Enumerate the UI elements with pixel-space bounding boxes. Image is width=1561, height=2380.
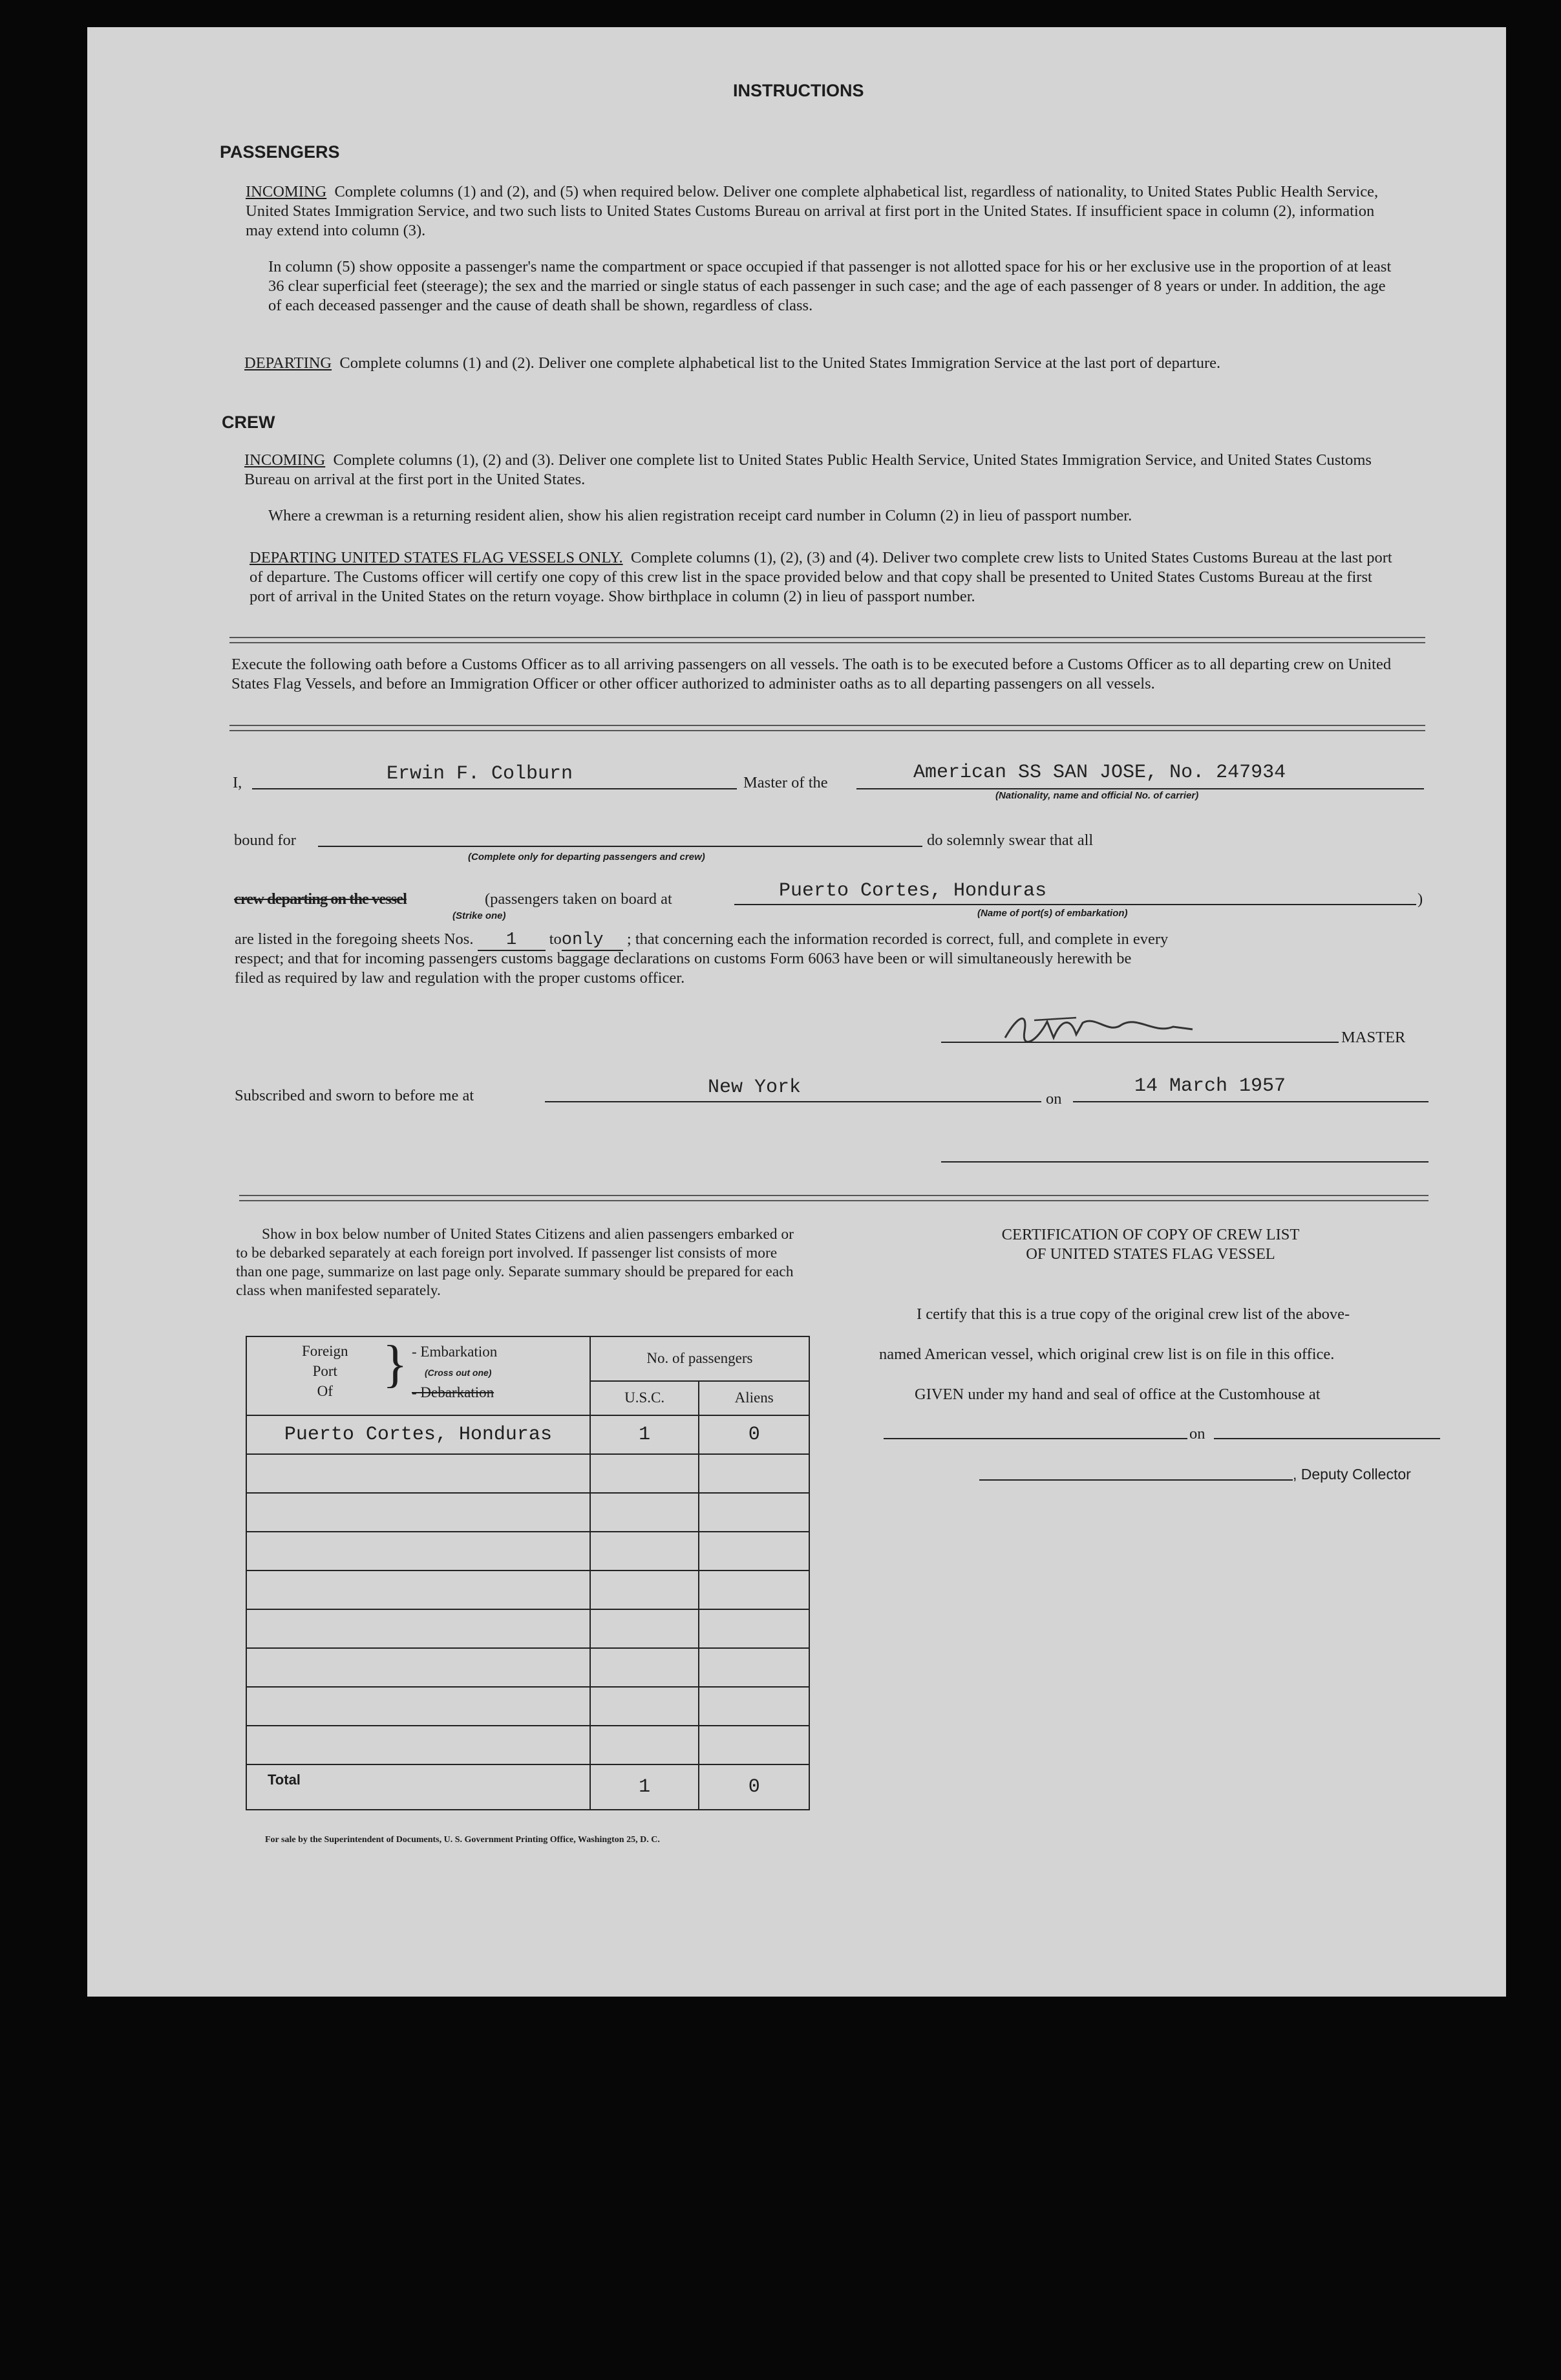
hdr-debarkation — [412, 1384, 494, 1401]
row-aliens — [699, 1726, 809, 1764]
hdr-foreign: Foreign — [302, 1343, 348, 1359]
table-row — [246, 1687, 809, 1726]
sworn-date-value: 14 March 1957 — [1134, 1075, 1286, 1097]
bound-for-label: bound for — [234, 831, 296, 849]
row-port — [246, 1687, 590, 1726]
row-usc — [590, 1454, 699, 1493]
row-usc: 1 — [590, 1415, 699, 1454]
no-passengers-header: No. of passengers — [590, 1336, 809, 1381]
sheet-from-value: 1 — [478, 930, 546, 951]
crew-incoming-paragraph — [244, 451, 1393, 489]
certification-text-3: GIVEN under my hand and seal of office at the Customhouse at — [915, 1386, 1321, 1403]
strike-one-group — [234, 890, 407, 909]
embark-port-line — [734, 904, 1416, 905]
total-row — [246, 1764, 809, 1810]
row-aliens — [699, 1648, 809, 1687]
bound-for-line — [318, 846, 922, 847]
row-usc — [590, 1493, 699, 1532]
embark-port-value: Puerto Cortes, Honduras — [779, 880, 1047, 902]
sworn-place-line — [545, 1101, 1041, 1102]
row-usc — [590, 1532, 699, 1571]
vessel-caption: (Nationality, name and official No. of carrier) — [995, 790, 1199, 801]
listed-text-1: ; that concerning each the information recorded is correct, full, and complete in every — [626, 930, 1169, 948]
crew-alien-paragraph: Where a crewman is a returning resident alien, show his alien registration receipt card number in Column (2) in lieu of passport number. — [268, 507, 1132, 524]
passengers-taken-label: (passengers taken on board at — [485, 890, 672, 908]
gpo-footer: For sale by the Superintendent of Documents, U. S. Government Printing Office, Washington 25, D. C. — [265, 1835, 660, 1845]
row-port — [246, 1571, 590, 1609]
embark-caption: (Name of port(s) of embarkation) — [977, 908, 1128, 919]
table-row — [246, 1648, 809, 1687]
row-port: Puerto Cortes, Honduras — [246, 1415, 590, 1454]
passengers-incoming-text: Complete columns (1) and (2), and (5) when required below. Deliver one complete alphabetical list, regardless of nationality, to United States Public Health Service, United States Immigration Service, and two such lists to United States Customs Bureau on arrival at first port in the United States. If insufficient space in column (2), information may extend into column (3). — [246, 183, 1379, 239]
aliens-header: Aliens — [699, 1381, 809, 1415]
row-aliens — [699, 1687, 809, 1726]
vessel-value: American SS SAN JOSE, No. 247934 — [913, 762, 1286, 784]
instructions-title: INSTRUCTIONS — [733, 81, 864, 100]
double-rule — [229, 637, 1425, 643]
certification-title — [879, 1225, 1422, 1264]
passengers-heading: PASSENGERS — [220, 142, 340, 162]
listed-line-1 — [235, 930, 1418, 951]
row-aliens: 0 — [699, 1415, 809, 1454]
listed-line-2: respect; and that for incoming passengers customs baggage declarations on customs Form 6063 have been or will simultaneously herewith be — [235, 950, 1132, 967]
foreign-port-header — [246, 1336, 590, 1415]
row-aliens — [699, 1454, 809, 1493]
row-port — [246, 1726, 590, 1764]
double-rule — [229, 725, 1425, 731]
certification-date-line — [1214, 1438, 1440, 1439]
table-row — [246, 1609, 809, 1648]
listed-label: are listed in the foregoing sheets Nos. — [235, 930, 474, 948]
row-port — [246, 1532, 590, 1571]
passengers-col5-paragraph: In column (5) show opposite a passenger's name the compartment or space occupied if that passenger is not allotted space for his or her exclusive use in the proportion of at least 36 clear superficial feet (steerage); the sex and the married or single status of each passenger in such case; and the age of each passenger of 8 years or under. In addition, the age of each deceased passenger and the cause of death shall be shown, regardless of class. — [268, 258, 1392, 314]
table-row — [246, 1726, 809, 1764]
passengers-incoming-paragraph — [246, 182, 1393, 241]
sworn-label: Subscribed and sworn to before me at — [235, 1087, 474, 1104]
certification-text-2: named American vessel, which original crew list is on file in this office. — [879, 1345, 1335, 1363]
usc-header: U.S.C. — [590, 1381, 699, 1415]
struck-crew-text: crew departing on the vessel — [234, 890, 407, 908]
crew-departing-paragraph — [250, 548, 1393, 606]
row-usc — [590, 1648, 699, 1687]
hdr-port: Port — [312, 1363, 337, 1379]
total-usc: 1 — [590, 1764, 699, 1810]
row-usc — [590, 1609, 699, 1648]
master-of-label: Master of the — [743, 774, 828, 791]
crew-departing-label: DEPARTING UNITED STATES FLAG VESSELS ONLY. — [250, 549, 623, 566]
crew-incoming-text: Complete columns (1), (2) and (3). Deliver one complete list to United States Public Health Service, United States Immigration Service, and United States Customs Bureau on arrival at the first port in the United States. — [244, 451, 1372, 488]
sworn-place-value: New York — [708, 1077, 802, 1099]
table-row — [246, 1415, 809, 1454]
brace: } — [383, 1336, 408, 1393]
deputy-collector-line — [979, 1479, 1293, 1481]
to-label: to — [549, 930, 562, 948]
sworn-on-label: on — [1046, 1090, 1062, 1108]
deputy-collector-label: , Deputy Collector — [1293, 1466, 1411, 1483]
crew-heading: CREW — [222, 413, 275, 432]
certification-title-1: CERTIFICATION OF COPY OF CREW LIST — [1001, 1226, 1300, 1243]
sheet-to-value: only — [562, 930, 623, 951]
certification-title-2: OF UNITED STATES FLAG VESSEL — [1026, 1245, 1275, 1263]
row-aliens — [699, 1571, 809, 1609]
row-port — [246, 1648, 590, 1687]
row-usc — [590, 1687, 699, 1726]
hdr-cross-out: (Cross out one) — [425, 1367, 492, 1378]
struck-debarkation: - Debarkation — [412, 1384, 494, 1400]
row-port — [246, 1454, 590, 1493]
table-row — [246, 1493, 809, 1532]
table-row — [246, 1571, 809, 1609]
row-aliens — [699, 1532, 809, 1571]
hdr-embarkation: - Embarkation — [412, 1344, 498, 1360]
bound-for-caption: (Complete only for departing passengers and crew) — [468, 852, 705, 863]
passenger-summary-table — [246, 1336, 810, 1810]
crew-departing-text: Complete columns (1), (2), (3) and (4). Deliver two complete crew lists to United States Customs Bureau at the last port of departure. The Customs officer will certify one copy of this crew list in the space provided below and that copy shall be presented to United States Customs Bureau at the first port of arrival in the United States on the return voyage. Show birthplace in column (2) in lieu of passport number. — [250, 549, 1392, 605]
customhouse-line — [884, 1438, 1187, 1439]
oath-i-label: I, — [233, 774, 242, 791]
row-port — [246, 1609, 590, 1648]
summary-instructions: Show in box below number of United States Citizens and alien passengers embarked or to be debarked separately at each foreign port involved. If passenger list consists of more than one page, summarize on last page only. Separate summary should be prepared for each class when manifested separately. — [236, 1226, 794, 1299]
master-signature-line — [941, 1042, 1339, 1043]
master-name-line — [252, 788, 737, 789]
passengers-departing-paragraph — [244, 354, 1393, 373]
close-paren: ) — [1418, 890, 1423, 908]
certification-text-1: I certify that this is a true copy of the original crew list of the above- — [917, 1305, 1350, 1323]
double-rule — [239, 1195, 1428, 1201]
row-usc — [590, 1571, 699, 1609]
table-row — [246, 1532, 809, 1571]
row-aliens — [699, 1609, 809, 1648]
table-row — [246, 1454, 809, 1493]
master-label: MASTER — [1341, 1029, 1406, 1046]
listed-line-3: filed as required by law and regulation with the proper customs officer. — [235, 969, 685, 987]
sworn-date-line — [1073, 1101, 1428, 1102]
total-label: Total — [246, 1764, 590, 1810]
passengers-departing-text: Complete columns (1) and (2). Deliver one complete alphabetical list to the United States Immigration Service at the last port of departure. — [339, 354, 1221, 372]
crew-incoming-label: INCOMING — [244, 451, 326, 469]
total-aliens: 0 — [699, 1764, 809, 1810]
passengers-incoming-label: INCOMING — [246, 183, 327, 200]
swear-text: do solemnly swear that all — [927, 831, 1094, 849]
passengers-departing-label: DEPARTING — [244, 354, 332, 372]
row-port — [246, 1493, 590, 1532]
officer-signature-line — [941, 1161, 1428, 1163]
hdr-of: Of — [317, 1383, 333, 1399]
certification-on-label: on — [1189, 1425, 1205, 1442]
vessel-line — [856, 788, 1424, 789]
master-name-value: Erwin F. Colburn — [387, 763, 573, 785]
oath-intro-paragraph: Execute the following oath before a Customs Officer as to all arriving passengers on all vessels. The oath is to be executed before a Customs Officer as to all departing crew on United States Flag Vessels, and before an Immigration Officer or other officer authorized to administer oaths as to all departing passengers on all vessels. — [231, 656, 1392, 692]
row-usc — [590, 1726, 699, 1764]
strike-caption: (Strike one) — [452, 910, 506, 921]
row-aliens — [699, 1493, 809, 1532]
